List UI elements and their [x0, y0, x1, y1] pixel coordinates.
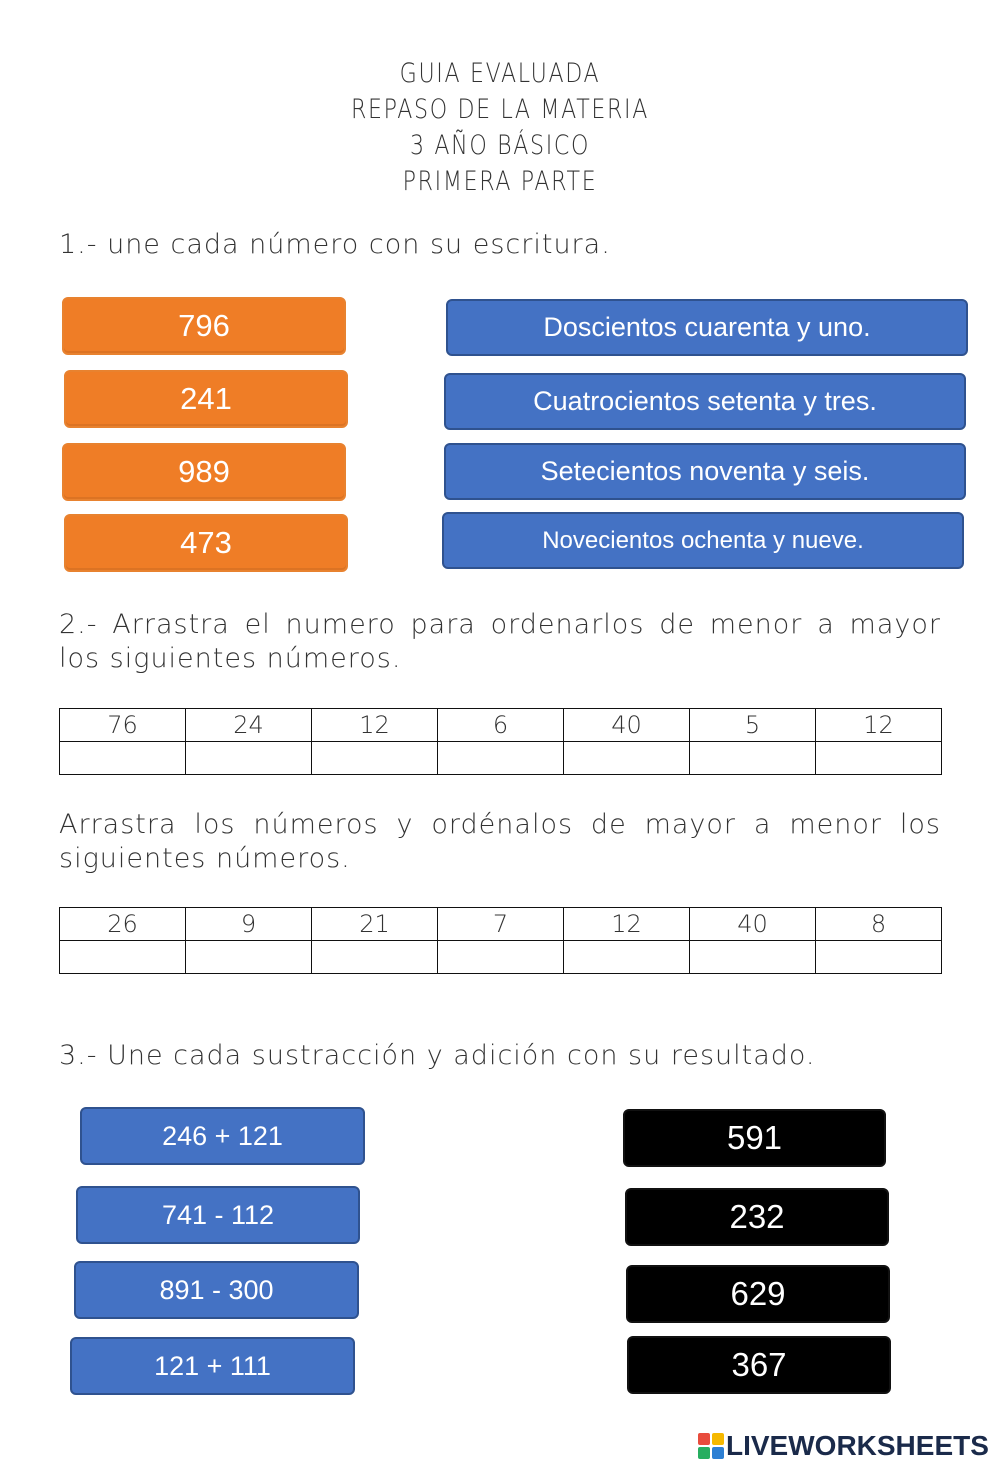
operation-tile[interactable]: 741 - 112: [76, 1186, 360, 1244]
table-number-cell[interactable]: 12: [816, 709, 942, 742]
table-number-cell[interactable]: 40: [564, 709, 690, 742]
number-tile[interactable]: 796: [62, 297, 346, 355]
brand-name: LIVEWORKSHEETS: [726, 1430, 989, 1461]
word-tile[interactable]: Doscientos cuarenta y uno.: [446, 299, 968, 356]
table-number-cell[interactable]: 9: [186, 908, 312, 941]
answer-drop-cell[interactable]: [60, 742, 186, 775]
answer-drop-cell[interactable]: [564, 742, 690, 775]
table-number-cell[interactable]: 5: [690, 709, 816, 742]
table-number-cell[interactable]: 6: [438, 709, 564, 742]
answer-row: [60, 742, 942, 775]
word-tile[interactable]: Setecientos noventa y seis.: [444, 443, 966, 500]
title-line-2: REPASO DE LA MATERIA: [351, 94, 649, 125]
result-tile[interactable]: 629: [626, 1265, 890, 1323]
operation-tile[interactable]: 121 + 111: [70, 1337, 355, 1395]
table-number-cell[interactable]: 12: [312, 709, 438, 742]
answer-drop-cell[interactable]: [816, 941, 942, 974]
answer-drop-cell[interactable]: [186, 941, 312, 974]
liveworksheets-icon: [698, 1433, 724, 1459]
table-number-cell[interactable]: 21: [312, 908, 438, 941]
result-tile[interactable]: 367: [627, 1336, 891, 1394]
title-line-1: GUIA EVALUADA: [399, 58, 601, 89]
question-3-instruction: 3.- Une cada sustracción y adición con su resultado.: [59, 1040, 816, 1071]
order-table-descending: [59, 907, 942, 974]
answer-drop-cell[interactable]: [60, 941, 186, 974]
answer-drop-cell[interactable]: [438, 742, 564, 775]
title-line-4: PRIMERA PARTE: [402, 166, 598, 197]
number-row: [60, 908, 942, 941]
answer-drop-cell[interactable]: [186, 742, 312, 775]
answer-drop-cell[interactable]: [816, 742, 942, 775]
order-table-ascending: [59, 708, 942, 775]
result-tile[interactable]: 232: [625, 1188, 889, 1246]
worksheet-title: [0, 56, 1000, 200]
table-number-cell[interactable]: 40: [690, 908, 816, 941]
operation-tile[interactable]: 246 + 121: [80, 1107, 365, 1165]
answer-drop-cell[interactable]: [690, 742, 816, 775]
table-number-cell[interactable]: 8: [816, 908, 942, 941]
table-number-cell[interactable]: 26: [60, 908, 186, 941]
number-row: [60, 709, 942, 742]
table-number-cell[interactable]: 7: [438, 908, 564, 941]
table-number-cell[interactable]: 12: [564, 908, 690, 941]
answer-drop-cell[interactable]: [564, 941, 690, 974]
number-tile[interactable]: 473: [64, 514, 348, 572]
result-tile[interactable]: 591: [623, 1109, 886, 1167]
table-number-cell[interactable]: 76: [60, 709, 186, 742]
table-number-cell[interactable]: 24: [186, 709, 312, 742]
answer-row: [60, 941, 942, 974]
question-2b-instruction: Arrastra los números y ordénalos de mayor a menor los siguientes números.: [59, 809, 941, 874]
liveworksheets-logo: [698, 1426, 989, 1466]
title-line-3: 3 AÑO BÁSICO: [409, 130, 591, 161]
answer-drop-cell[interactable]: [312, 742, 438, 775]
word-tile[interactable]: Novecientos ochenta y nueve.: [442, 512, 964, 569]
answer-drop-cell[interactable]: [438, 941, 564, 974]
question-1-instruction: 1.- une cada número con su escritura.: [59, 229, 611, 260]
word-tile[interactable]: Cuatrocientos setenta y tres.: [444, 373, 966, 430]
question-2-instruction: 2.- Arrastra el numero para ordenarlos de menor a mayor los siguientes números.: [59, 609, 941, 674]
number-tile[interactable]: 989: [62, 443, 346, 501]
answer-drop-cell[interactable]: [312, 941, 438, 974]
answer-drop-cell[interactable]: [690, 941, 816, 974]
number-tile[interactable]: 241: [64, 370, 348, 428]
operation-tile[interactable]: 891 - 300: [74, 1261, 359, 1319]
